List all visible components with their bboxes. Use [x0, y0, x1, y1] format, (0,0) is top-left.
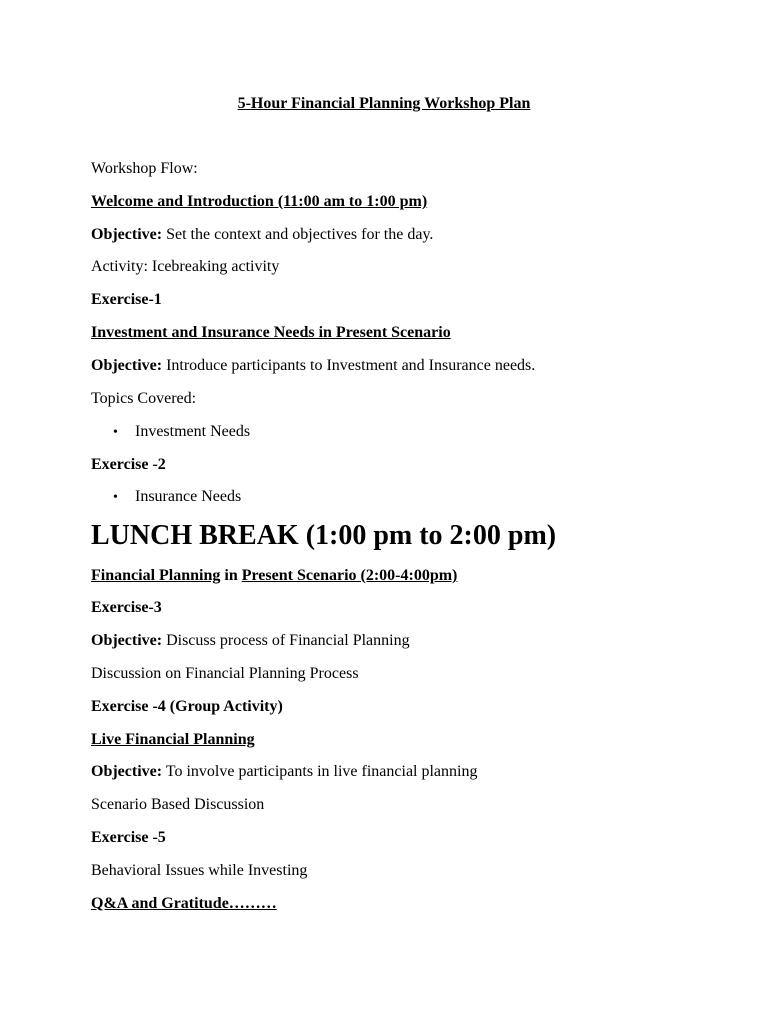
section-heading-financial-planning	[91, 566, 457, 586]
discussion-line: Discussion on Financial Planning Process	[91, 665, 359, 682]
objective-label: Objective:	[91, 763, 163, 780]
objective-text: Set the context and objectives for the day.	[162, 226, 434, 243]
exercise-4-label: Exercise -4 (Group Activity)	[91, 698, 283, 715]
section-heading-welcome: Welcome and Introduction (11:00 am to 1:00 pm)	[91, 193, 428, 210]
scenario-discussion-line: Scenario Based Discussion	[91, 796, 265, 813]
heading-part-b: Present Scenario (2:00-4:00pm)	[241, 567, 458, 584]
objective-label: Objective:	[91, 632, 163, 649]
section-heading-investment-insurance: Investment and Insurance Needs in Present Scenario	[91, 324, 451, 341]
objective-line-financial-planning	[91, 631, 410, 651]
bullet-icon: •	[113, 490, 118, 505]
objective-text: Introduce participants to Investment and Insurance needs.	[162, 357, 536, 374]
objective-label: Objective:	[91, 226, 163, 243]
exercise-3-label: Exercise-3	[91, 599, 162, 616]
heading-gap: in	[220, 567, 242, 584]
closing-heading: Q&A and Gratitude………	[91, 895, 277, 912]
objective-line-live-planning	[91, 762, 477, 782]
behavioral-issues-line: Behavioral Issues while Investing	[91, 862, 308, 879]
section-heading-live-planning: Live Financial Planning	[91, 731, 255, 748]
objective-text: Discuss process of Financial Planning	[162, 632, 410, 649]
objective-text: To involve participants in live financial planning	[162, 763, 478, 780]
bullet-icon: •	[113, 425, 118, 440]
activity-line: Activity: Icebreaking activity	[91, 258, 280, 275]
workshop-flow-label: Workshop Flow:	[91, 160, 198, 177]
objective-line-welcome	[91, 225, 433, 245]
list-item-text: Insurance Needs	[135, 488, 242, 505]
list-item-insurance-needs	[113, 487, 241, 508]
exercise-2-label: Exercise -2	[91, 456, 166, 473]
objective-line-investment	[91, 356, 535, 376]
objective-label: Objective:	[91, 357, 163, 374]
lunch-break-heading: LUNCH BREAK (1:00 pm to 2:00 pm)	[91, 520, 557, 551]
exercise-1-label: Exercise-1	[91, 291, 162, 308]
document-title: 5-Hour Financial Planning Workshop Plan	[237, 95, 531, 112]
list-item-investment-needs	[113, 422, 250, 443]
list-item-text: Investment Needs	[135, 423, 251, 440]
topics-covered-label: Topics Covered:	[91, 390, 197, 407]
heading-part-a: Financial Planning	[91, 567, 221, 584]
exercise-5-label: Exercise -5	[91, 829, 166, 846]
